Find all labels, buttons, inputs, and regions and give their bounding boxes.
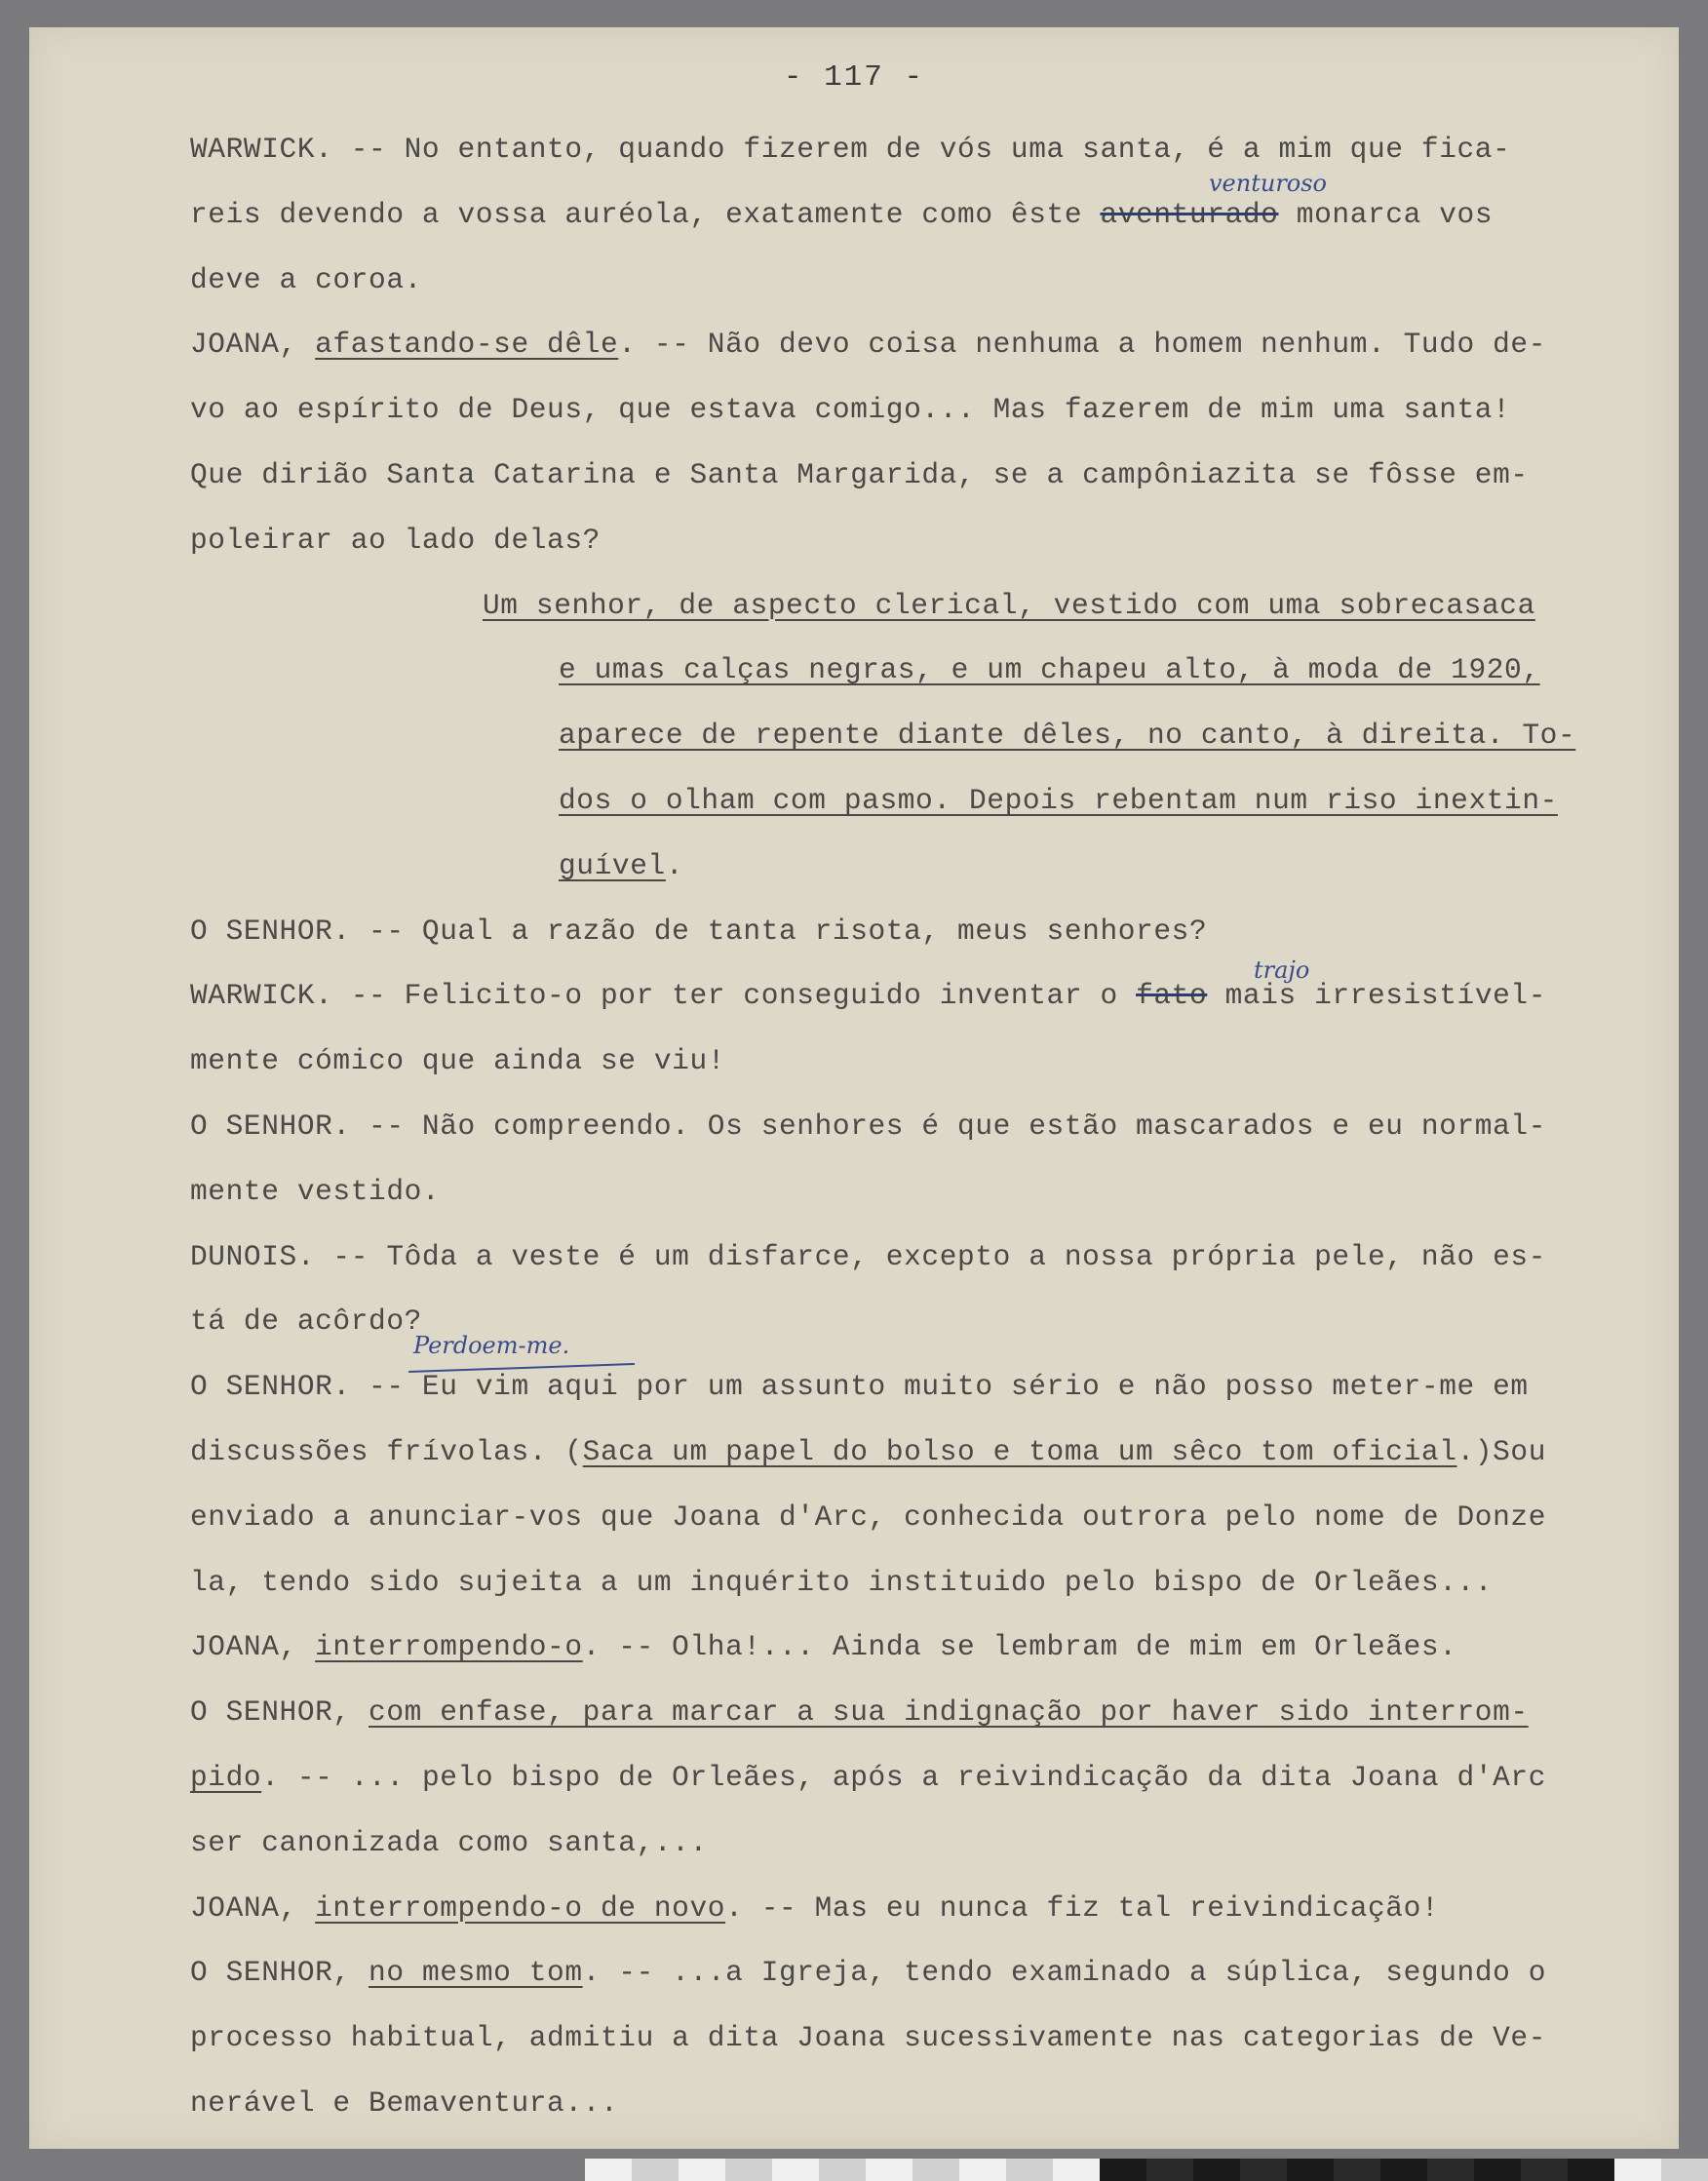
scale-bar-segment [772, 2159, 819, 2181]
text-run: . -- ...a Igreja, tendo examinado a súplica, segundo o [582, 1956, 1547, 1990]
text-line [190, 1225, 1708, 1290]
handwritten-correction-venturoso: venturoso [1209, 170, 1328, 197]
text-line [190, 312, 1708, 377]
text-line [190, 2006, 1708, 2071]
scale-bar-segment [1521, 2159, 1568, 2181]
stage-direction-line [190, 638, 1708, 703]
scale-bar-segment [1053, 2159, 1100, 2181]
typescript-page [29, 27, 1679, 2149]
scale-bar-segment [1568, 2159, 1614, 2181]
text-run: WARWICK. -- Felicito-o por ter conseguido inventar o [190, 979, 1137, 1013]
underlined-text: Um senhor, de aspecto clerical, vestido com uma sobrecasaca [483, 588, 1535, 622]
text-line [190, 2071, 1708, 2136]
text-line [190, 248, 1708, 313]
text-run: deve a coroa. [190, 262, 422, 296]
text-line [190, 1940, 1708, 2006]
scale-bar-segment [1240, 2159, 1287, 2181]
text-line [190, 1745, 1708, 1811]
text-run: discussões frívolas. ( [190, 1434, 583, 1468]
underlined-text: guível [559, 848, 666, 882]
text-line [190, 1550, 1708, 1616]
underlined-text: com enfase, para marcar a sua indignação por haver sido interrom- [369, 1695, 1529, 1730]
text-line [190, 1354, 1708, 1420]
text-run: JOANA, [190, 1630, 316, 1664]
text-line [190, 182, 1708, 248]
scale-bar-segment [1380, 2159, 1427, 2181]
stage-direction-line [190, 573, 1708, 639]
scale-bar-segment [959, 2159, 1006, 2181]
underlined-text: no mesmo tom [369, 1956, 583, 1990]
text-line [190, 1420, 1708, 1485]
text-run: ser canonizada como santa,... [190, 1825, 708, 1859]
text-run: O SENHOR, [190, 1695, 369, 1730]
scale-bar-segment [725, 2159, 772, 2181]
text-run: mais irresistível- [1207, 979, 1547, 1013]
text-run: JOANA, [190, 328, 316, 362]
typescript-body [190, 117, 1708, 2136]
text-run: monarca vos [1278, 197, 1494, 231]
text-line [190, 1680, 1708, 1745]
text-run: . -- Olha!... Ainda se lembram de mim em Orleães. [582, 1630, 1457, 1664]
text-line [190, 508, 1708, 573]
text-run: O SENHOR, [190, 1956, 369, 1990]
text-run: WARWICK. -- No entanto, quando fizerem de vós uma santa, é a mim que fica- [190, 133, 1511, 166]
text-line [190, 899, 1708, 964]
text-run: nerável e Bemaventura... [190, 2085, 619, 2120]
text-run: JOANA, [190, 1890, 316, 1925]
underlined-text: pido [190, 1760, 262, 1794]
text-run: O SENHOR. -- Não compreendo. Os senhores é que estão mascarados e eu normal- [190, 1109, 1547, 1143]
handwritten-insertion-perdoem: Perdoem-me. [413, 1332, 570, 1359]
underlined-text: aparece de repente diante dêles, no canto, à direita. To- [559, 719, 1576, 753]
stage-direction-line [190, 834, 1708, 899]
scale-bar-segment [632, 2159, 679, 2181]
text-run: DUNOIS. -- Tôda a veste é um disfarce, excepto a nossa própria pele, não es- [190, 1239, 1547, 1273]
text-run: poleirar ao lado delas? [190, 523, 601, 557]
scale-bar-segment [819, 2159, 866, 2181]
underlined-text: dos o olham com pasmo. Depois rebentam num riso inextin- [559, 783, 1558, 817]
underlined-text: interrompendo-o [315, 1630, 583, 1664]
text-run: vo ao espírito de Deus, que estava comigo... Mas fazerem de mim uma santa! [190, 393, 1511, 427]
text-run: reis devendo a vossa auréola, exatamente como êste [190, 197, 1101, 231]
scale-bar-segment [912, 2159, 959, 2181]
scale-bar-segment [1146, 2159, 1193, 2181]
text-run: mente vestido. [190, 1174, 441, 1208]
text-line [190, 1615, 1708, 1680]
text-run: Que dirião Santa Catarina e Santa Margarida, se a campôniazita se fôsse em- [190, 457, 1529, 491]
handwritten-correction-trajo: trajo [1254, 956, 1310, 984]
text-line [190, 1876, 1708, 1941]
text-run: la, tendo sido sujeita a um inquérito instituido pelo bispo de Orleães... [190, 1565, 1494, 1599]
text-run: O SENHOR. -- Qual a razão de tanta risota, meus senhores? [190, 914, 1208, 948]
text-run: tá de acôrdo? [190, 1305, 422, 1339]
scale-bar-segment [1614, 2159, 1661, 2181]
scale-bar-segment [1287, 2159, 1334, 2181]
text-line [190, 1029, 1708, 1094]
underlined-text: Saca um papel do bolso e toma um sêco tom oficial [582, 1434, 1457, 1468]
text-run: mente cómico que ainda se viu! [190, 1044, 726, 1078]
scale-bar-segment [1193, 2159, 1240, 2181]
scale-bar-segment [1427, 2159, 1474, 2181]
scale-bar-segment [1100, 2159, 1146, 2181]
scale-bar-segment [1474, 2159, 1521, 2181]
page-number: - 117 - [783, 60, 925, 95]
stage-direction-line [190, 703, 1708, 768]
text-run: enviado a anunciar-vos que Joana d'Arc, conhecida outrora pelo nome de Donze [190, 1499, 1547, 1534]
text-line [190, 117, 1708, 182]
text-run: . -- Não devo coisa nenhuma a homem nenhum. Tudo de- [618, 328, 1547, 362]
text-line [190, 963, 1708, 1029]
scale-bar-segment [1006, 2159, 1053, 2181]
text-line [190, 1159, 1708, 1225]
underlined-text: e umas calças negras, e um chapeu alto, à moda de 1920, [559, 653, 1540, 687]
scale-bar-segment [1334, 2159, 1380, 2181]
scale-bar-segment [1661, 2159, 1708, 2181]
text-run: O SENHOR. -- Eu vim aqui por um assunto muito sério e não posso meter-me em [190, 1370, 1529, 1404]
scan-color-scale-bar [585, 2159, 1708, 2181]
text-line [190, 377, 1708, 443]
text-run: . -- Mas eu nunca fiz tal reivindicação! [725, 1890, 1440, 1925]
text-line [190, 1094, 1708, 1159]
underlined-text: interrompendo-o de novo [315, 1890, 726, 1925]
text-run: . -- ... pelo bispo de Orleães, após a reivindicação da dita Joana d'Arc [261, 1760, 1547, 1794]
scale-bar-segment [585, 2159, 632, 2181]
text-line [190, 443, 1708, 508]
text-line [190, 1485, 1708, 1550]
text-run: .)Sou [1456, 1434, 1547, 1468]
text-run: . [665, 848, 684, 882]
underlined-text: afastando-se dêle [315, 328, 619, 362]
scale-bar-segment [866, 2159, 912, 2181]
struck-through-text: fato [1136, 979, 1208, 1013]
scale-bar-segment [679, 2159, 725, 2181]
stage-direction-line [190, 768, 1708, 834]
struck-through-text: aventurado [1100, 197, 1279, 231]
text-run: processo habitual, admitiu a dita Joana sucessivamente nas categorias de Ve- [190, 2021, 1547, 2055]
text-line [190, 1811, 1708, 1876]
